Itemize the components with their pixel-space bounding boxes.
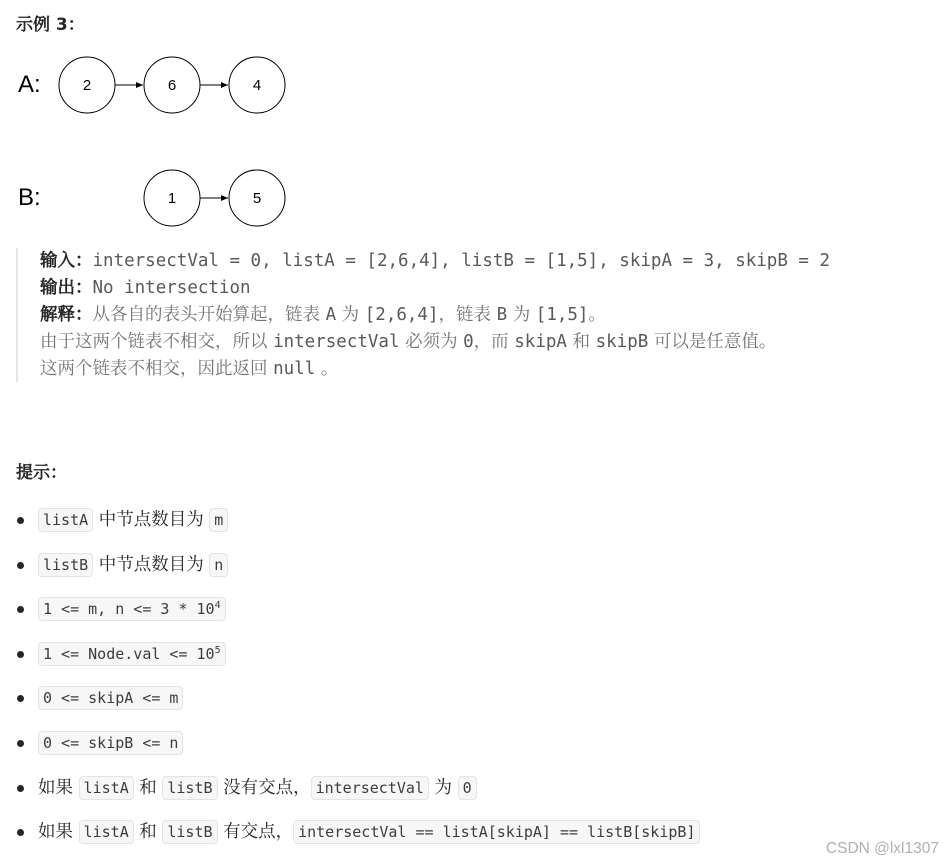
explanation-label: 解释： (40, 305, 93, 325)
constraint-item (16, 543, 936, 588)
inline-code: intersectVal == listA[skipA] == listB[skipB] (293, 820, 700, 844)
list-b-node-2-value: 5 (252, 190, 262, 207)
constraint-text: 如果 (38, 822, 79, 843)
explanation-code: 0 (463, 332, 474, 352)
constraint-item (16, 587, 936, 632)
explanation-code: intersectVal (273, 332, 400, 352)
output-label: 输出： (40, 278, 93, 298)
constraint-item (16, 810, 936, 855)
input-label: 输入： (40, 251, 93, 271)
constraint-text: 和 (133, 822, 163, 843)
example-io-block (16, 248, 916, 382)
explanation-line-3 (40, 356, 916, 383)
inline-code: 0 <= skipB <= n (38, 731, 183, 755)
example-heading: 示例 3： (16, 15, 85, 35)
constraint-text: 如果 (38, 777, 79, 798)
linked-list-diagram (0, 50, 320, 244)
explanation-text: 这两个链表不相交，因此返回 (40, 359, 274, 379)
explanation-code: [1,5] (535, 305, 589, 325)
explanation-text: 为 (507, 305, 536, 325)
explanation-text: 必须为 (399, 332, 464, 352)
inline-code: 0 (458, 776, 477, 800)
inline-code: listA (79, 776, 134, 800)
constraint-item (16, 632, 936, 677)
constraint-text: 中节点数目为 (93, 554, 210, 575)
inline-code: intersectVal (311, 776, 429, 800)
explanation-text: 。 (588, 305, 606, 325)
explanation-line-1 (40, 302, 916, 329)
explanation-text: ，链表 (438, 305, 497, 325)
explanation-code: skipB (595, 332, 649, 352)
explanation-code: null (273, 359, 316, 379)
explanation-line-2 (40, 329, 916, 356)
explanation-code: A (325, 305, 337, 325)
exponent: 4 (214, 600, 221, 612)
input-line (40, 248, 916, 275)
explanation-text: 由于这两个链表不相交，所以 (40, 332, 274, 352)
explanation-text: 可以是任意值。 (648, 332, 777, 352)
list-a-node-2-value: 6 (167, 77, 177, 94)
list-a-node-1-value: 2 (82, 77, 92, 94)
explanation-code: [2,6,4] (364, 305, 439, 325)
constraint-item (16, 498, 936, 543)
constraints-list (16, 498, 936, 855)
explanation-text: 从各自的表头开始算起，链表 (92, 305, 326, 325)
inline-code: m (209, 508, 228, 532)
list-a-node-3 (229, 57, 285, 113)
inline-code (38, 642, 226, 666)
explanation-text: 。 (315, 359, 339, 379)
inline-code (38, 597, 226, 621)
constraint-expression: 1 <= m, n <= 3 * 10 (43, 600, 215, 619)
list-b-label: B: (18, 184, 41, 211)
inline-code: n (209, 553, 228, 577)
constraint-text: 中节点数目为 (93, 510, 210, 530)
list-a-node-1 (59, 57, 115, 113)
exponent: 5 (214, 644, 221, 656)
inline-code: listB (162, 820, 217, 844)
output-line (40, 275, 916, 302)
output-value: No intersection (92, 278, 251, 298)
inline-code: 0 <= skipA <= m (38, 686, 183, 710)
watermark: CSDN @lxl1307 (825, 840, 939, 857)
constraint-text: 有交点， (217, 822, 294, 843)
constraint-expression: 1 <= Node.val <= 10 (43, 644, 215, 663)
inline-code: listA (79, 820, 134, 844)
constraint-text: 为 (428, 777, 458, 798)
constraint-text: 没有交点， (217, 777, 311, 798)
list-a-label: A: (18, 71, 41, 98)
explanation-code: B (496, 305, 508, 325)
constraint-item (16, 721, 936, 766)
inline-code: listB (38, 553, 93, 577)
explanation-code: skipA (514, 332, 567, 352)
list-b-node-2 (229, 170, 285, 226)
explanation-text: 为 (336, 305, 365, 325)
constraint-text: 和 (133, 777, 163, 798)
explanation-text: ，而 (473, 332, 515, 352)
hints-heading: 提示： (16, 463, 67, 483)
list-b-node-1-value: 1 (167, 190, 177, 207)
list-a-node-3-value: 4 (252, 77, 262, 94)
list-b-node-1 (144, 170, 200, 226)
constraint-item (16, 676, 936, 721)
inline-code: listB (162, 776, 217, 800)
input-value: intersectVal = 0, listA = [2,6,4], listB = [1,5], skipA = 3, skipB = 2 (92, 251, 831, 271)
inline-code: listA (38, 508, 93, 532)
explanation-text: 和 (566, 332, 596, 352)
constraint-item (16, 766, 936, 811)
list-a-node-2 (144, 57, 200, 113)
